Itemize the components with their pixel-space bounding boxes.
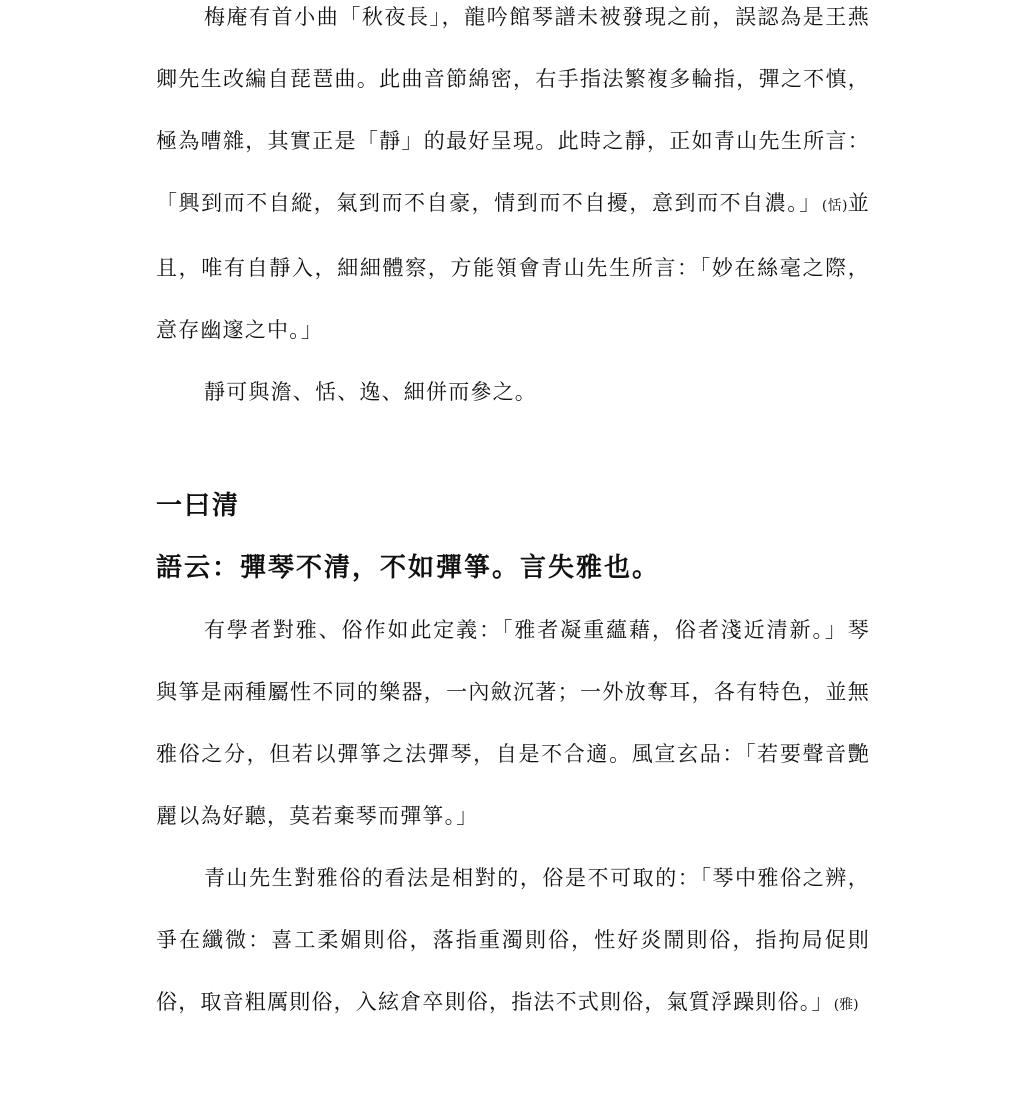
paragraph-ya-su-definition: 有學者對雅、俗作如此定義：「雅者凝重蘊藉，俗者淺近清新。」琴與箏是兩種屬性不同的樂器，一內斂沉著；一外放奪耳，各有特色，並無雅俗之分，但若以彈箏之法彈琴，自是不合適。風宣玄品：「若要聲音艷麗以為好聽，莫若棄琴而彈箏。」 <box>156 618 870 828</box>
footnote-marker-tian: (恬) <box>821 198 848 214</box>
paragraph-text-continued: 並且，唯有自靜入，細細體察，方能領會青山先生所言：「妙在絲毫之際，意存幽邃之中。」 <box>156 191 870 342</box>
paragraph-qingshan-ya-su <box>156 847 870 1036</box>
section-subheading: 語云：彈琴不清，不如彈箏。言失雅也。 <box>156 553 661 583</box>
paragraph-jing-summary: 靜可與澹、恬、逸、細併而參之。 <box>204 380 537 404</box>
paragraph-text: 梅庵有首小曲「秋夜長」，龍吟館琴譜未被發現之前，誤認為是王燕卿先生改編自琵琶曲。此曲音節綿密，右手指法繁複多輪指，彈之不慎，極為嘈雜，其實正是「靜」的最好呈現。此時之靜，正如青山先生所言：「興到而不自縱，氣到而不自豪，情到而不自擾，意到而不自濃。」 <box>156 5 870 215</box>
section-heading: 一曰清 <box>156 491 241 521</box>
paragraph-text: 青山先生對雅俗的看法是相對的，俗是不可取的：「琴中雅俗之辨，爭在纖微：喜工柔媚則俗，落指重濁則俗，性好炎鬧則俗，指拘局促則俗，取音粗厲則俗，入絃倉卒則俗，指法不式則俗，氣質浮躁則俗。」 <box>156 866 870 1014</box>
document-page <box>156 0 870 1036</box>
footnote-marker-ya: (雅) <box>833 997 859 1013</box>
paragraph-meian-qiuyechang <box>156 0 870 361</box>
